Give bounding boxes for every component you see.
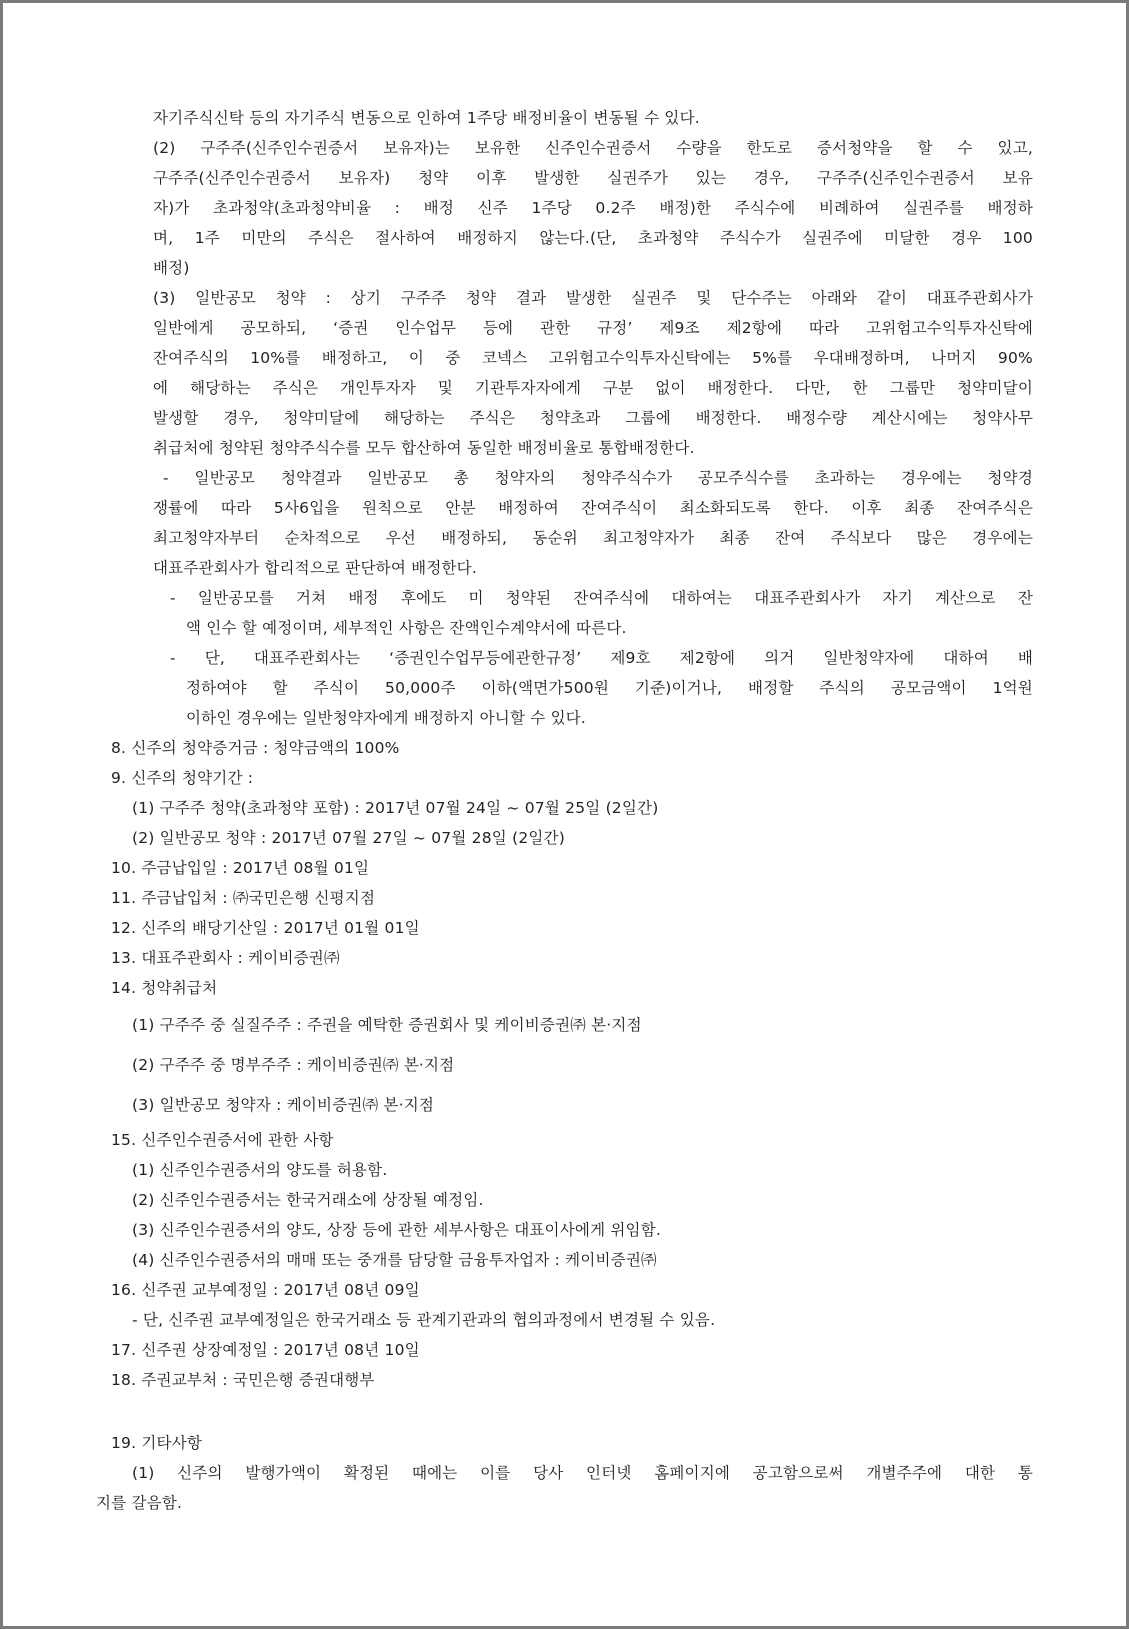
item-18: 18. 주권교부처 : 국민은행 증권대행부 <box>111 1371 375 1389</box>
item-19-1-cont: 지를 갈음함. <box>96 1494 183 1512</box>
item-9-2: (2) 일반공모 청약 : 2017년 07월 27일 ~ 07월 28일 (2일간) <box>132 829 565 847</box>
paragraph-line: 취급처에 청약된 청약주식수를 모두 합산하여 동일한 배정비율로 통합배정한다. <box>153 439 695 457</box>
item-14: 14. 청약취급처 <box>111 979 218 997</box>
paragraph-line: 액 인수 할 예정이며, 세부적인 사항은 잔액인수계약서에 따른다. <box>186 619 627 637</box>
paragraph-line: 발생할 경우, 청약미달에 해당하는 주식은 청약초과 그룹에 배정한다. 배정수량 계산시에는 청약사무 <box>153 409 1033 427</box>
item-19-1: (1) 신주의 발행가액이 확정된 때에는 이를 당사 인터넷 홈페이지에 공고함으로써 개별주주에 대한 통 <box>132 1464 1033 1482</box>
item-15-2: (2) 신주인수권증서는 한국거래소에 상장될 예정임. <box>132 1191 484 1209</box>
item-15: 15. 신주인수권증서에 관한 사항 <box>111 1131 334 1149</box>
paragraph-line: (2) 구주주(신주인수권증서 보유자)는 보유한 신주인수권증서 수량을 한도로 증서청약을 할 수 있고, <box>153 139 1033 157</box>
paragraph-line: - 일반공모를 거쳐 배정 후에도 미 청약된 잔여주식에 대하여는 대표주관회사가 자기 계산으로 잔 <box>170 589 1033 607</box>
item-16-note: - 단, 신주권 교부예정일은 한국거래소 등 관계기관과의 협의과정에서 변경될 수 있음. <box>132 1311 716 1329</box>
item-14-1: (1) 구주주 중 실질주주 : 주권을 예탁한 증권회사 및 케이비증권㈜ 본·지점 <box>132 1016 642 1034</box>
paragraph-line: 에 해당하는 주식은 개인투자자 및 기관투자자에게 구분 없이 배정한다. 다만, 한 그룹만 청약미달이 <box>153 379 1033 397</box>
paragraph-line: 며, 1주 미만의 주식은 절사하여 배정하지 않는다.(단, 초과청약 주식수가 실권주에 미달한 경우 100 <box>153 229 1033 247</box>
item-15-1: (1) 신주인수권증서의 양도를 허용함. <box>132 1161 388 1179</box>
paragraph-line: 정하여야 할 주식이 50,000주 이하(액면가500원 기준)이거나, 배정할 주식의 공모금액이 1억원 <box>186 679 1033 697</box>
item-11: 11. 주금납입처 : ㈜국민은행 신평지점 <box>111 889 376 907</box>
paragraph-line: 대표주관회사가 합리적으로 판단하여 배정한다. <box>153 559 477 577</box>
paragraph-line: 배정) <box>153 259 190 277</box>
item-8: 8. 신주의 청약증거금 : 청약금액의 100% <box>111 739 400 757</box>
item-12: 12. 신주의 배당기산일 : 2017년 01월 01일 <box>111 919 420 937</box>
item-19: 19. 기타사항 <box>111 1434 203 1452</box>
item-10: 10. 주금납입일 : 2017년 08월 01일 <box>111 859 370 877</box>
paragraph-line: 최고청약자부터 순차적으로 우선 배정하되, 동순위 최고청약자가 최종 잔여 주식보다 많은 경우에는 <box>153 529 1033 547</box>
paragraph-line: - 단, 대표주관회사는 ‘증권인수업무등에관한규정’ 제9호 제2항에 의거 일반청약자에 대하여 배 <box>170 649 1033 667</box>
paragraph-line: 자)가 초과청약(초과청약비율 : 배정 신주 1주당 0.2주 배정)한 주식수에 비례하여 실권주를 배정하 <box>153 199 1033 217</box>
item-14-2: (2) 구주주 중 명부주주 : 케이비증권㈜ 본·지점 <box>132 1056 455 1074</box>
paragraph-line: 잔여주식의 10%를 배정하고, 이 중 코넥스 고위험고수익투자신탁에는 5%를 우대배정하며, 나머지 90% <box>153 349 1033 367</box>
item-15-3: (3) 신주인수권증서의 양도, 상장 등에 관한 세부사항은 대표이사에게 위임함. <box>132 1221 662 1239</box>
item-14-3: (3) 일반공모 청약자 : 케이비증권㈜ 본·지점 <box>132 1096 435 1114</box>
item-9-1: (1) 구주주 청약(초과청약 포함) : 2017년 07월 24일 ~ 07월 25일 (2일간) <box>132 799 659 817</box>
paragraph-line: 이하인 경우에는 일반청약자에게 배정하지 아니할 수 있다. <box>186 709 587 727</box>
paragraph-line: - 일반공모 청약결과 일반공모 총 청약자의 청약주식수가 공모주식수를 초과하는 경우에는 청약경 <box>163 469 1033 487</box>
paragraph-line: 쟁률에 따라 5사6입을 원칙으로 안분 배정하여 잔여주식이 최소화되도록 한다. 이후 최종 잔여주식은 <box>153 499 1033 517</box>
item-9: 9. 신주의 청약기간 : <box>111 769 254 787</box>
item-13: 13. 대표주관회사 : 케이비증권㈜ <box>111 949 340 967</box>
paragraph-line: 자기주식신탁 등의 자기주식 변동으로 인하여 1주당 배정비율이 변동될 수 있다. <box>153 109 700 127</box>
paragraph-line: 구주주(신주인수권증서 보유자) 청약 이후 발생한 실권주가 있는 경우, 구주주(신주인수권증서 보유 <box>153 169 1033 187</box>
paragraph-line: (3) 일반공모 청약 : 상기 구주주 청약 결과 발생한 실권주 및 단수주는 아래와 같이 대표주관회사가 <box>153 289 1033 307</box>
paragraph-line: 일반에게 공모하되, ‘증권 인수업무 등에 관한 규정’ 제9조 제2항에 따라 고위험고수익투자신탁에 <box>153 319 1033 337</box>
item-16: 16. 신주권 교부예정일 : 2017년 08년 09일 <box>111 1281 420 1299</box>
item-15-4: (4) 신주인수권증서의 매매 또는 중개를 담당할 금융투자업자 : 케이비증권㈜ <box>132 1251 657 1269</box>
item-17: 17. 신주권 상장예정일 : 2017년 08년 10일 <box>111 1341 420 1359</box>
